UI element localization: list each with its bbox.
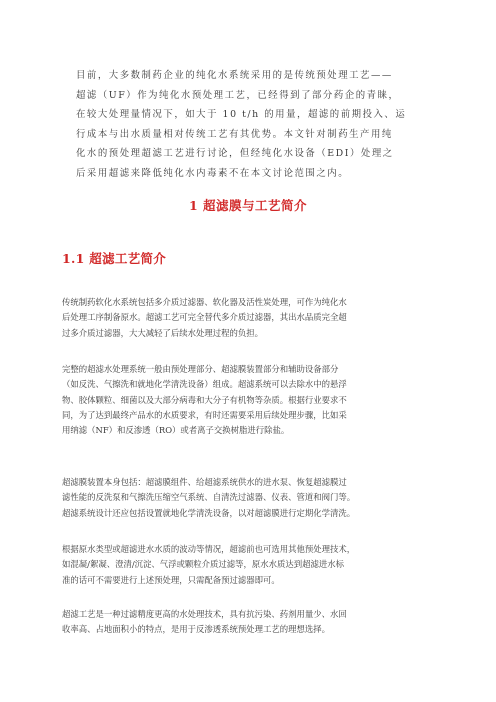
paragraph-line: 超滤膜装置本身包括：超滤膜组件、给超滤系统供水的进水泵、恢复超滤膜过	[62, 477, 347, 487]
paragraph-line: 传统制药软化水系统包括多介质过滤器、软化器及活性炭处理，可作为纯化水	[62, 297, 347, 307]
paragraph-line: 超滤工艺是一种过滤精度更高的水处理技术，具有抗污染、药剂用量少、水回	[62, 609, 347, 619]
paragraph-line: 准的话可不需要进行上述预处理，只需配备预过滤器即可。	[62, 574, 280, 585]
paragraph-line: 超滤系统设计还应包括设置就地化学清洗设备，以对超滤膜进行定期化学清洗。	[62, 507, 356, 518]
paragraph-line: 如混凝/絮凝、澄清/沉淀、气浮或颗粒介质过滤等，原水水质达到超滤进水标	[62, 559, 345, 570]
intro-line: 目前，大多数制药企业的纯化水系统采用的是传统预处理工艺——	[76, 70, 393, 81]
intro-line: 后采用超滤来降低纯化水内毒素不在本文讨论范围之内。	[76, 167, 350, 179]
paragraph-line: 后处理工序制备原水。超滤工艺可完全替代多介质过滤器，其出水品质完全超	[62, 312, 347, 323]
intro-line: 化水的预处理超滤工艺进行讨论，但经纯化水设备（EDI）处理之	[76, 148, 394, 160]
intro-line: 在较大处理量情况下，如大于 10 t/h 的用量，超滤的前期投入、运	[76, 109, 407, 121]
paragraph-line: 同，为了达到最终产品水的水质要求，有时还需要采用后续处理步骤，比如采	[62, 409, 347, 420]
body-paragraph	[62, 475, 442, 521]
intro-line: 行成本与出水质量相对传统工艺有其优势。本文针对制药生产用纯	[76, 128, 393, 140]
paragraph-line: 滤性能的反洗泵和气擦洗压缩空气系统、自清洗过滤器、仪表、管道和阀门等。	[62, 492, 356, 503]
section-heading: 1 超滤膜与工艺简介	[188, 198, 308, 213]
body-paragraph	[62, 542, 442, 588]
paragraph-line: （如反洗、气擦洗和就地化学清洗设备）组成。超滤系统可以去除水中的悬浮	[62, 379, 347, 390]
paragraph-line: 过多介质过滤器，大大减轻了后续水处理过程的负担。	[62, 327, 263, 338]
intro-paragraph	[76, 66, 436, 184]
paragraph-line: 物、胶体颗粒、细菌以及大部分病毒和大分子有机物等杂质。根据行业要求不	[62, 394, 347, 405]
subsection-heading: 1.1 超滤工艺简介	[62, 251, 167, 266]
paragraph-line: 收率高、占地面积小的特点，是用于反渗透系统预处理工艺的理想选择。	[62, 624, 330, 635]
body-paragraph	[62, 362, 442, 438]
body-paragraph	[62, 607, 442, 638]
paragraph-line: 用纳滤（NF）和反渗透（RO）或者离子交换树脂进行除盐。	[62, 425, 290, 436]
body-paragraph	[62, 295, 442, 341]
intro-line: 超滤（UF）作为纯化水预处理工艺，已经得到了部分药企的青睐，	[76, 89, 400, 101]
paragraph-line: 完整的超滤水处理系统一般由预处理部分、超滤膜装置部分和辅助设备部分	[62, 364, 339, 374]
paragraph-line: 根据原水类型或超滤进水水质的波动等情况，超滤前也可选用其他预处理技术，	[62, 544, 356, 554]
